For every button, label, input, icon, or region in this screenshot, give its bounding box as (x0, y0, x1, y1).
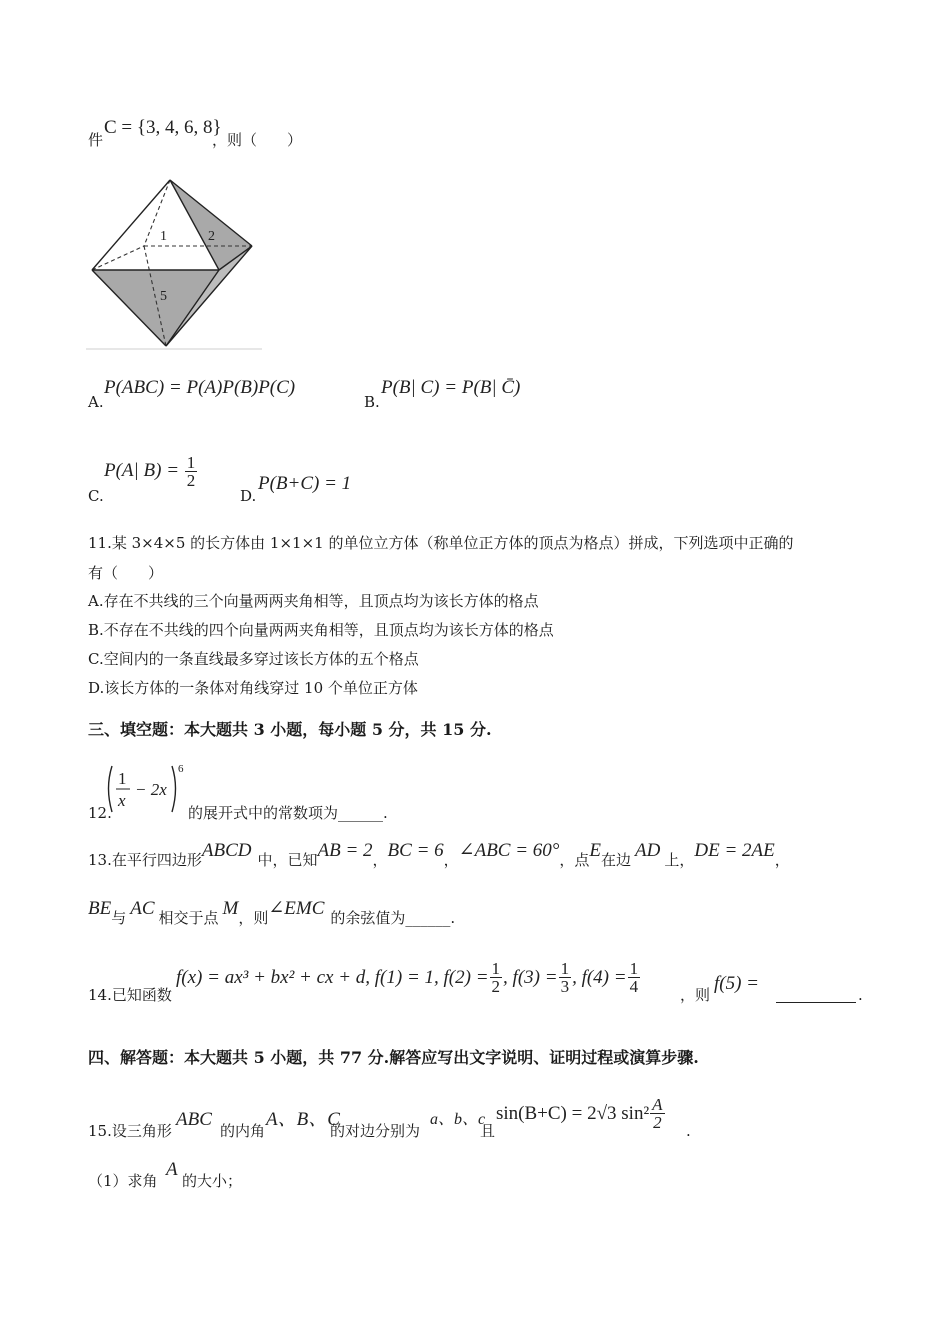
q12-number: 12. (88, 804, 112, 822)
q14-f5: f(5) = (714, 973, 760, 994)
fraction-denominator: 2 (186, 471, 196, 490)
q13-text-4: 上， (664, 851, 695, 869)
fraction-denominator: 2 (650, 1113, 664, 1131)
q13-be: BE (88, 898, 112, 919)
fraction-denominator: 2 (491, 976, 501, 996)
q12-exponent: 6 (178, 763, 184, 775)
q13-point-e: E (589, 840, 602, 861)
q15-triangle: ABC (176, 1109, 212, 1130)
q13-text-5: 与 (111, 909, 127, 927)
face-label-5: 5 (160, 289, 167, 304)
q12-frac-den: x (118, 791, 126, 810)
q10-set-expression: C = {3, 4, 6, 8} (104, 117, 222, 138)
q10-option-c-fraction (185, 454, 198, 489)
q13-parallelogram: ABCD (201, 840, 252, 861)
q14-fraction-f3 (559, 960, 572, 995)
q15-equation (496, 1088, 666, 1138)
q15-angles: A、B、C (266, 1109, 340, 1130)
q13-text-2: ，点 (559, 851, 590, 869)
q10-option-a-label: A. (88, 393, 104, 411)
q13-comma-1: ， (372, 851, 388, 869)
left-paren (109, 766, 113, 812)
q13-prefix: 13.在平行四边形 (88, 851, 202, 869)
q10-continuation-suffix: ，则（ ） (212, 131, 303, 149)
q15-part1-var: A (166, 1159, 178, 1180)
q13-comma-2: ， (443, 851, 459, 869)
q12-minus-term: − 2x (135, 780, 167, 799)
fraction-numerator: 1 (629, 958, 639, 978)
q13-comma-3: ， (774, 851, 790, 869)
q13-line2 (88, 896, 455, 926)
face-label-1: 1 (160, 229, 167, 244)
q10-option-b-expr: P(B| C) = P(B| C̄) (381, 377, 521, 398)
fraction-denominator: 4 (629, 976, 639, 996)
q13-text-8: 的余弦值为______. (330, 909, 456, 927)
q15-part1-end: 的大小； (182, 1172, 243, 1190)
q13-text-6: 相交于点 (158, 909, 219, 927)
q15-prefix: 15.设三角形 (88, 1122, 172, 1140)
fraction-numerator: 1 (560, 958, 570, 978)
q11-option-d: D.该长方体的一条体对角线穿过 10 个单位正方体 (88, 679, 418, 697)
q14-fraction-f4 (628, 960, 641, 995)
q13-ac: AC (130, 898, 155, 919)
q14-fraction-f2 (490, 960, 503, 995)
fraction-numerator: 1 (186, 453, 196, 472)
q11-stem-line1: 11.某 3×4×5 的长方体由 1×1×1 的单位立方体（称单位正方体的顶点为格点）拼成，下列选项中正确的 (88, 534, 794, 552)
q12-frac-num: 1 (118, 769, 127, 788)
right-paren (172, 766, 176, 812)
q13-line1 (88, 838, 790, 868)
q14-function-expression (176, 952, 641, 1002)
q15-part1-label: （1）求角 (88, 1172, 158, 1190)
q13-de: DE = 2AE (694, 840, 775, 861)
octahedron-figure (86, 174, 262, 352)
q13-ab: AB = 2 (317, 840, 373, 861)
q10-option-a-expr: P(ABC) = P(A)P(B)P(C) (104, 377, 296, 398)
q10-option-c-lhs: P(A| B) = (104, 459, 180, 481)
q14-prefix: 14.已知函数 (88, 986, 172, 1004)
q14-end: . (858, 986, 863, 1004)
q15-text-3: 且 (480, 1122, 496, 1140)
q10-option-d-label: D. (240, 487, 257, 505)
q15-expr: sin(B+C) = 2√3 sin² (496, 1102, 650, 1124)
q15-text-2: 的对边分别为 (330, 1122, 421, 1140)
q15-end: . (686, 1122, 691, 1140)
q11-option-a: A.存在不共线的三个向量两两夹角相等，且顶点均为该长方体的格点 (88, 592, 539, 610)
q13-angle-abc: ∠ABC = 60° (458, 840, 560, 861)
q15-fraction (650, 1096, 664, 1131)
q14-expr-3: , f(4) = (572, 966, 627, 988)
q13-bc: BC = 6 (387, 840, 444, 861)
q10-option-c-expr (104, 454, 198, 489)
q15-sides: a、b、c (430, 1111, 486, 1128)
q11-option-b: B.不存在不共线的四个向量两两夹角相等，且顶点均为该长方体的格点 (88, 621, 554, 639)
q14-text-1: ，则 (680, 986, 711, 1004)
q10-option-b-label: B. (364, 393, 380, 411)
q13-text-3: 在边 (601, 851, 632, 869)
section3-heading: 三、填空题：本大题共 3 小题，每小题 5 分，共 15 分. (88, 720, 492, 739)
q13-text-7: ，则 (238, 909, 269, 927)
fraction-numerator: 1 (491, 958, 501, 978)
q13-point-m: M (222, 898, 239, 919)
q13-angle-emc: ∠EMC (268, 898, 325, 919)
q14-expr-1: f(x) = ax³ + bx² + cx + d, f(1) = 1, f(2) = (176, 966, 489, 988)
q10-option-d-expr: P(B+C) = 1 (258, 473, 352, 494)
q14-expr-2: , f(3) = (503, 966, 558, 988)
fraction-denominator: 3 (560, 976, 570, 996)
q13-text-1: 中，已知 (257, 851, 318, 869)
section4-heading: 四、解答题：本大题共 5 小题，共 77 分.解答应写出文字说明、证明过程或演算步骤. (88, 1048, 699, 1067)
q10-option-c-label: C. (88, 487, 104, 505)
q11-option-c: C.空间内的一条直线最多穿过该长方体的五个格点 (88, 650, 419, 668)
q10-continuation-prefix: 件 (88, 131, 104, 149)
q12-binomial-expression (104, 762, 188, 816)
q13-edge-ad: AD (635, 840, 661, 861)
q15-text-1: 的内角 (220, 1122, 266, 1140)
fraction-numerator: A (652, 1094, 663, 1114)
face-label-2: 2 (208, 229, 215, 244)
q14-answer-blank (776, 1002, 856, 1003)
q11-stem-line2: 有（ ） (88, 564, 164, 582)
q12-text: 的展开式中的常数项为______. (188, 804, 388, 822)
